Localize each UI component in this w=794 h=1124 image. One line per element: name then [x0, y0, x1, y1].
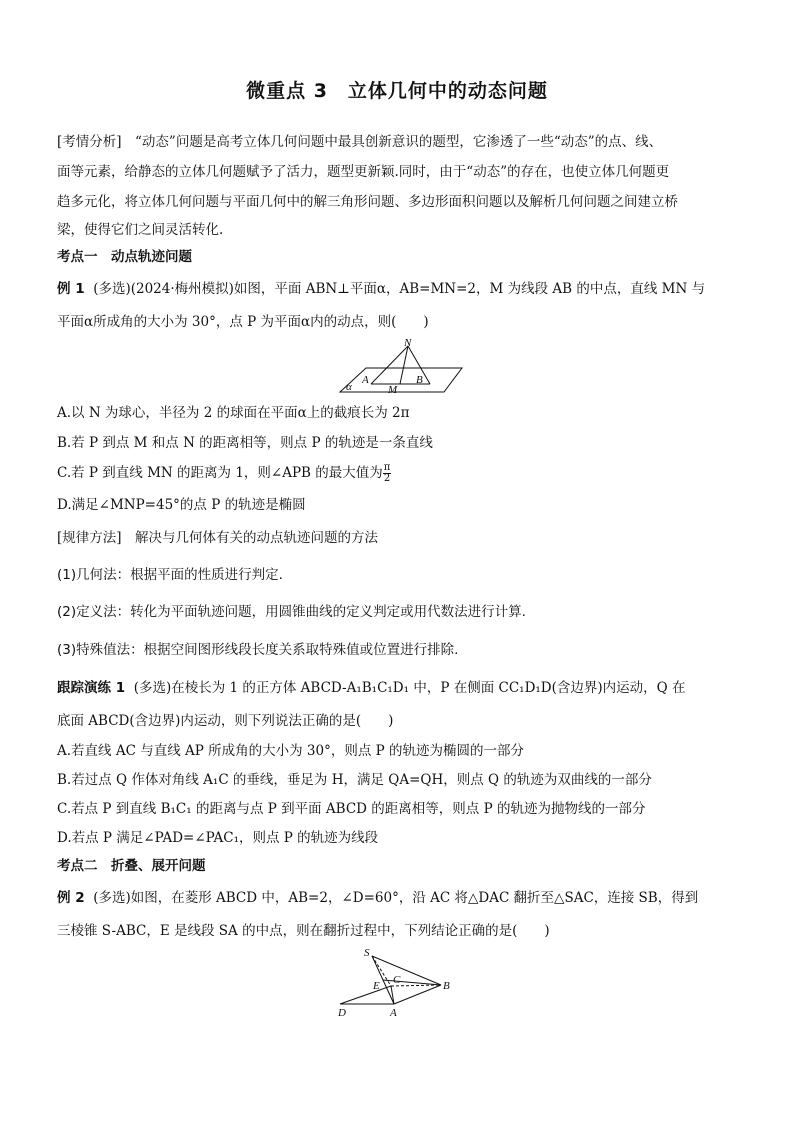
fraction-pi-over-2: $\frac{\pi}{2}$ — [383, 462, 391, 484]
intro-line-2: 面等元素，给静态的立体几何题赋予了活力，题型更新颖.同时，由于“动态”的存在，也使立体几何题更 — [57, 164, 670, 180]
example-1-label: 例 1 — [57, 281, 85, 297]
figure2-label-b: B — [443, 980, 450, 992]
method-item-3: (3)特殊值法：根据空间图形线段长度关系取特殊值或位置进行排除. — [57, 642, 459, 658]
figure1-segment-an — [371, 346, 408, 384]
figure2-label-e: E — [373, 980, 380, 992]
method-item-1: (1)几何法：根据平面的性质进行判定. — [57, 567, 283, 583]
figure1-label-n: N — [404, 338, 412, 349]
figure2-segment-sb — [372, 956, 441, 985]
practice-1-line-1 — [57, 678, 747, 698]
practice-1-option-d: D.若点 P 满足∠PAD=∠PAC₁，则点 P 的轨迹为线段 — [57, 830, 379, 846]
method-heading-text: [规律方法] 解决与几何体有关的动点轨迹问题的方法 — [57, 530, 379, 546]
example-2-label: 例 2 — [57, 890, 85, 906]
figure1-label-b: B — [416, 374, 423, 386]
figure1-segment-mn — [400, 346, 408, 384]
section-heading-2: 考点二 折叠、展开问题 — [57, 858, 206, 874]
example-1-option-d: D.满足∠MNP=45°的点 P 的轨迹是椭圆 — [57, 497, 306, 513]
example-1-option-c — [57, 463, 747, 484]
example-1-option-a: A.以 N 为球心，半径为 2 的球面在平面α上的截痕长为 2π — [57, 405, 410, 421]
figure2-segment-dc — [340, 986, 391, 1004]
figure2-segment-eb — [383, 980, 441, 985]
example-2-text-1: (多选)如图，在菱形 ABCD 中，AB=2，∠D=60°，沿 AC 将△DAC 翻折至△SAC，连接 SB，得到 — [93, 890, 699, 906]
figure1-label-a: A — [362, 374, 369, 386]
example-2-line-1 — [57, 888, 747, 908]
practice-1-label: 跟踪演练 1 — [57, 680, 126, 696]
intro-line-1: [考情分析] “动态”问题是高考立体几何问题中最具创新意识的题型，它渗透了一些“动态”的点、线、 — [57, 134, 663, 150]
figure2-label-c: C — [393, 974, 401, 986]
example-1-option-b: B.若 P 到点 M 和点 N 的距离相等，则点 P 的轨迹是一条直线 — [57, 435, 433, 451]
figure-tetrahedron-sabc — [336, 946, 460, 1020]
figure2-label-s: S — [364, 947, 370, 959]
figure1-label-m: M — [388, 384, 398, 396]
figure-plane-abn — [338, 338, 464, 396]
practice-1-option-a: A.若直线 AC 与直线 AP 所成角的大小为 30°，则点 P 的轨迹为椭圆的一部分 — [57, 743, 525, 759]
example-1-line-1 — [57, 279, 747, 299]
page-title: 微重点 3 立体几何中的动态问题 — [246, 80, 548, 102]
example-1-text-1: (多选)(2024·梅州模拟)如图，平面 ABN⊥平面α，AB=MN=2，M 为线段 AB 的中点，直线 MN 与 — [93, 281, 706, 297]
figure2-label-d: D — [338, 1007, 346, 1019]
practice-1-option-b: B.若过点 Q 作体对角线 A₁C 的垂线，垂足为 H，满足 QA=QH，则点 Q 的轨迹为双曲线的一部分 — [57, 772, 652, 788]
figure1-label-alpha: α — [346, 381, 352, 393]
intro-line-3: 趋多元化，将立体几何问题与平面几何中的解三角形问题、多边形面积问题以及解析几何问题之间建立桥 — [57, 194, 678, 210]
practice-1-text-1: (多选)在棱长为 1 的正方体 ABCD-A₁B₁C₁D₁ 中，P 在侧面 CC₁D₁D(含边界)内运动，Q 在 — [133, 680, 686, 696]
section-heading-1: 考点一 动点轨迹问题 — [57, 249, 192, 265]
figure2-label-a: A — [390, 1007, 397, 1019]
example-2-line-2: 三棱锥 S-ABC，E 是线段 SA 的中点，则在翻折过程中，下列结论正确的是( ) — [57, 923, 550, 939]
practice-1-line-2: 底面 ABCD(含边界)内运动，则下列说法正确的是( ) — [57, 713, 394, 729]
method-item-2: (2)定义法：转化为平面轨迹问题，用圆锥曲线的定义判定或用代数法进行计算. — [57, 604, 526, 620]
example-1-line-2: 平面α所成角的大小为 30°，点 P 为平面α内的动点，则( ) — [57, 314, 429, 330]
practice-1-option-c: C.若点 P 到直线 B₁C₁ 的距离与点 P 到平面 ABCD 的距离相等，则点 P 的轨迹为抛物线的一部分 — [57, 801, 646, 817]
figure2-segment-ab — [394, 985, 441, 1004]
method-heading — [57, 528, 747, 548]
intro-line-4: 梁，使得它们之间灵活转化. — [57, 222, 224, 238]
example-1-option-c-text: C.若 P 到直线 MN 的距离为 1，则∠APB 的最大值为 — [57, 465, 383, 481]
